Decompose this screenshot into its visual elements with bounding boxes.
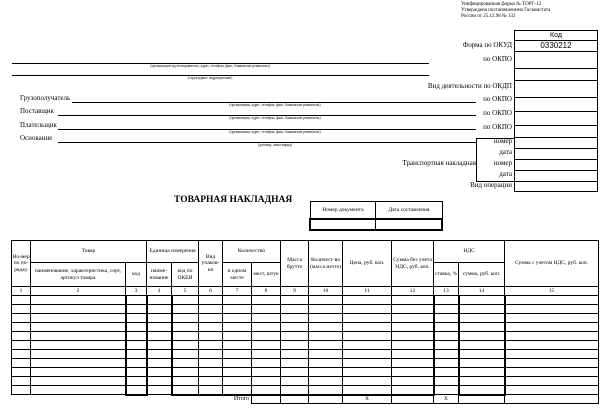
okpo-value-3[interactable] <box>515 98 597 112</box>
table-cell[interactable] <box>223 305 252 314</box>
table-cell[interactable] <box>147 323 172 332</box>
table-cell[interactable] <box>223 314 252 323</box>
table-cell[interactable] <box>505 332 599 341</box>
okpo-value-4[interactable] <box>515 112 597 126</box>
table-cell[interactable] <box>309 350 343 359</box>
table-cell[interactable] <box>12 359 31 368</box>
table-cell[interactable] <box>505 296 599 305</box>
table-cell[interactable] <box>223 377 252 386</box>
form-header <box>461 2 599 20</box>
okpo-value-2[interactable] <box>515 69 597 81</box>
table-cell[interactable] <box>147 314 172 323</box>
table-cell[interactable] <box>459 296 505 305</box>
table-cell[interactable] <box>172 368 199 377</box>
table-cell[interactable] <box>223 296 252 305</box>
table-cell[interactable] <box>172 296 199 305</box>
table-cell[interactable] <box>392 296 434 305</box>
table-cell[interactable] <box>281 350 309 359</box>
table-cell[interactable] <box>31 341 126 350</box>
table-cell[interactable] <box>12 350 31 359</box>
table-cell[interactable] <box>434 296 459 305</box>
table-cell[interactable] <box>392 305 434 314</box>
h-odnom: в одном месте <box>223 263 252 287</box>
table-cell[interactable] <box>309 323 343 332</box>
table-cell[interactable] <box>392 314 434 323</box>
table-cell[interactable] <box>252 323 281 332</box>
table-cell[interactable] <box>223 350 252 359</box>
h-naim: наименование, характеристика, сорт, артикул товара <box>31 263 126 287</box>
table-row <box>12 323 599 332</box>
table-cell[interactable] <box>505 377 599 386</box>
table-cell[interactable] <box>281 359 309 368</box>
form-header-line1: Унифицированная форма № ТОРГ-12 <box>461 2 542 7</box>
table-cell[interactable] <box>223 332 252 341</box>
nomer-header: Номер документа <box>310 202 376 219</box>
table-cell[interactable] <box>252 386 281 395</box>
table-cell[interactable] <box>281 314 309 323</box>
table-cell[interactable] <box>434 305 459 314</box>
label-osnovanie: Основание <box>20 134 53 142</box>
table-cell[interactable] <box>281 386 309 395</box>
table-cell[interactable] <box>434 386 459 395</box>
table-cell[interactable] <box>459 341 505 350</box>
table-cell[interactable] <box>252 350 281 359</box>
label-osnovanie-nomer: номер <box>493 137 512 145</box>
table-cell[interactable] <box>147 332 172 341</box>
label-okpo-5: по ОКПО <box>483 123 512 131</box>
table-cell[interactable] <box>31 350 126 359</box>
table-cell[interactable] <box>199 332 223 341</box>
table-cell[interactable] <box>309 386 343 395</box>
table-cell[interactable] <box>281 368 309 377</box>
nomer-value[interactable] <box>310 219 376 230</box>
table-cell[interactable] <box>459 386 505 395</box>
table-cell[interactable] <box>199 386 223 395</box>
h-kol: Количество <box>223 241 281 263</box>
note-org2: (организация, адрес, телефон, факс, банковские реквизиты) <box>229 103 321 107</box>
table-cell[interactable] <box>12 377 31 386</box>
table-cell[interactable] <box>343 305 392 314</box>
table-cell[interactable] <box>459 368 505 377</box>
table-cell[interactable] <box>434 332 459 341</box>
table-cell[interactable] <box>199 296 223 305</box>
col-num: 4 <box>147 287 172 296</box>
table-row <box>12 350 599 359</box>
h-summa-nds: сумма, руб. коп. <box>459 263 505 287</box>
h-vid: Вид упаков-ки <box>199 241 223 287</box>
table-cell[interactable] <box>434 377 459 386</box>
table-cell[interactable] <box>172 314 199 323</box>
table-cell[interactable] <box>505 386 599 395</box>
table-cell[interactable] <box>126 314 147 323</box>
table-cell[interactable] <box>309 296 343 305</box>
table-cell[interactable] <box>434 323 459 332</box>
document-number-table <box>309 201 443 231</box>
col-num: 3 <box>126 287 147 296</box>
h-ed-naim: наиме-нование <box>147 263 172 287</box>
table-row <box>12 296 599 305</box>
table-cell[interactable] <box>459 305 505 314</box>
goods-table <box>11 240 599 404</box>
table-cell[interactable] <box>12 314 31 323</box>
table-cell[interactable] <box>343 296 392 305</box>
table-cell[interactable] <box>281 341 309 350</box>
table-cell[interactable] <box>31 314 126 323</box>
table-cell[interactable] <box>147 296 172 305</box>
h-nomer: Но-мер по по-рядку <box>12 241 31 287</box>
table-cell[interactable] <box>392 323 434 332</box>
table-cell[interactable] <box>199 323 223 332</box>
okdp-value[interactable] <box>515 81 597 98</box>
table-cell[interactable] <box>392 368 434 377</box>
table-cell[interactable] <box>434 341 459 350</box>
table-cell[interactable] <box>343 350 392 359</box>
col-num: 2 <box>31 287 126 296</box>
h-summa-bez: Сумма без учета НДС, руб. коп. <box>392 241 434 287</box>
table-cell[interactable] <box>147 350 172 359</box>
itogo-kolvo[interactable] <box>309 395 343 404</box>
label-transport-nomer: номер <box>493 159 512 167</box>
table-cell[interactable] <box>505 314 599 323</box>
table-cell[interactable] <box>126 323 147 332</box>
table-cell[interactable] <box>223 359 252 368</box>
table-cell[interactable] <box>459 314 505 323</box>
h-kod: код <box>126 263 147 287</box>
codes-box <box>514 30 598 192</box>
col-num: 10 <box>309 287 343 296</box>
table-cell[interactable] <box>172 359 199 368</box>
table-cell[interactable] <box>281 332 309 341</box>
label-okud: Форма по ОКУД <box>462 41 512 49</box>
label-postavshik: Поставщик <box>20 107 54 115</box>
table-cell[interactable] <box>12 332 31 341</box>
table-row <box>12 305 599 314</box>
h-mest: мест, штук <box>252 263 281 287</box>
itogo-row <box>12 395 599 404</box>
table-cell[interactable] <box>281 305 309 314</box>
itogo-x-stavka: X <box>434 395 459 404</box>
label-okpo-1: по ОКПО <box>483 55 512 63</box>
transport-data[interactable] <box>515 171 597 182</box>
table-cell[interactable] <box>252 377 281 386</box>
table-cell[interactable] <box>172 377 199 386</box>
note-struct: (структурное подразделение) <box>187 76 233 80</box>
okpo-value-5[interactable] <box>515 126 597 138</box>
table-cell[interactable] <box>12 386 31 395</box>
table-row <box>12 341 599 350</box>
table-cell[interactable] <box>459 323 505 332</box>
table-cell[interactable] <box>147 305 172 314</box>
data-header: Дата составления <box>376 202 442 219</box>
table-cell[interactable] <box>309 305 343 314</box>
table-cell[interactable] <box>459 359 505 368</box>
itogo-summa-bez[interactable] <box>392 395 434 404</box>
label-transport: Транспортная накладная <box>402 159 476 167</box>
table-cell[interactable] <box>343 314 392 323</box>
table-cell[interactable] <box>343 368 392 377</box>
table-cell[interactable] <box>172 332 199 341</box>
label-okpo-3: по ОКПО <box>483 95 512 103</box>
transport-nomer[interactable] <box>515 160 597 171</box>
column-numbers-row <box>12 287 599 296</box>
table-cell[interactable] <box>12 341 31 350</box>
table-cell[interactable] <box>126 350 147 359</box>
table-cell[interactable] <box>147 368 172 377</box>
table-cell[interactable] <box>126 341 147 350</box>
table-cell[interactable] <box>126 305 147 314</box>
table-cell[interactable] <box>252 341 281 350</box>
itogo-x-cena: X <box>343 395 392 404</box>
label-transport-data: дата <box>499 170 512 178</box>
table-cell[interactable] <box>309 359 343 368</box>
table-cell[interactable] <box>172 350 199 359</box>
table-row <box>12 314 599 323</box>
col-num: 11 <box>343 287 392 296</box>
table-cell[interactable] <box>199 359 223 368</box>
table-cell[interactable] <box>172 305 199 314</box>
col-num: 7 <box>223 287 252 296</box>
table-row <box>12 377 599 386</box>
label-platelshik: Плательщик <box>20 121 57 129</box>
okud-value[interactable]: 0330212 <box>515 41 597 52</box>
table-cell[interactable] <box>392 350 434 359</box>
table-cell[interactable] <box>505 305 599 314</box>
table-cell[interactable] <box>31 377 126 386</box>
table-cell[interactable] <box>172 323 199 332</box>
table-cell[interactable] <box>505 359 599 368</box>
osnovanie-nomer[interactable] <box>515 138 597 149</box>
h-nds: НДС <box>434 241 505 263</box>
table-row <box>12 386 599 395</box>
h-kolvo: Количест-во (масса нетто) <box>309 241 343 287</box>
table-cell[interactable] <box>343 359 392 368</box>
osnovanie-sidebox <box>476 138 514 182</box>
itogo-mest[interactable] <box>252 395 281 404</box>
table-cell[interactable] <box>392 341 434 350</box>
table-cell[interactable] <box>31 323 126 332</box>
table-cell[interactable] <box>252 332 281 341</box>
table-cell[interactable] <box>199 341 223 350</box>
table-cell[interactable] <box>199 314 223 323</box>
table-cell[interactable] <box>147 377 172 386</box>
table-cell[interactable] <box>199 368 223 377</box>
table-cell[interactable] <box>31 386 126 395</box>
table-cell[interactable] <box>392 377 434 386</box>
table-cell[interactable] <box>459 332 505 341</box>
table-cell[interactable] <box>252 359 281 368</box>
table-cell[interactable] <box>309 377 343 386</box>
table-cell[interactable] <box>434 368 459 377</box>
table-cell[interactable] <box>459 377 505 386</box>
note-org1: (организация-грузоотправитель, адрес, телефон, факс, банковские реквизиты) <box>150 64 270 68</box>
table-cell[interactable] <box>252 296 281 305</box>
table-cell[interactable] <box>223 323 252 332</box>
form-header-line2: Утверждена постановлением Госкомстата <box>461 8 551 13</box>
table-cell[interactable] <box>252 368 281 377</box>
table-cell[interactable] <box>31 368 126 377</box>
table-cell[interactable] <box>392 332 434 341</box>
goods-rows <box>12 296 599 395</box>
table-cell[interactable] <box>281 377 309 386</box>
table-cell[interactable] <box>126 359 147 368</box>
table-cell[interactable] <box>434 350 459 359</box>
table-cell[interactable] <box>281 296 309 305</box>
table-cell[interactable] <box>434 314 459 323</box>
table-cell[interactable] <box>309 332 343 341</box>
table-cell[interactable] <box>126 296 147 305</box>
table-cell[interactable] <box>147 386 172 395</box>
table-cell[interactable] <box>343 386 392 395</box>
label-gruzopoluchatel: Грузополучатель <box>20 94 71 102</box>
table-cell[interactable] <box>505 350 599 359</box>
h-tovar: Товар <box>31 241 147 263</box>
table-cell[interactable] <box>126 386 147 395</box>
note-org4: (организация, адрес, телефон, факс, банковские реквизиты) <box>229 130 321 134</box>
table-cell[interactable] <box>126 368 147 377</box>
table-cell[interactable] <box>126 377 147 386</box>
col-num: 9 <box>281 287 309 296</box>
table-cell[interactable] <box>223 341 252 350</box>
table-row <box>12 368 599 377</box>
form-header-line3: России от 25.12.98 № 132 <box>461 14 516 19</box>
table-cell[interactable] <box>126 332 147 341</box>
vid-operacii-value[interactable] <box>515 182 597 193</box>
table-cell[interactable] <box>252 305 281 314</box>
table-cell[interactable] <box>31 359 126 368</box>
table-row <box>12 332 599 341</box>
note-dogovor: (договор, заказ-наряд) <box>258 143 292 147</box>
table-cell[interactable] <box>12 323 31 332</box>
table-cell[interactable] <box>147 359 172 368</box>
table-cell[interactable] <box>223 386 252 395</box>
table-cell[interactable] <box>309 314 343 323</box>
label-osnovanie-data: дата <box>499 148 512 156</box>
h-okei: код по ОКЕИ <box>172 263 199 287</box>
table-cell[interactable] <box>343 323 392 332</box>
table-cell[interactable] <box>392 386 434 395</box>
col-num: 6 <box>199 287 223 296</box>
table-cell[interactable] <box>12 296 31 305</box>
osnovanie-data[interactable] <box>515 149 597 160</box>
table-cell[interactable] <box>223 368 252 377</box>
label-okdp: Вид деятельности по ОКДП <box>427 82 512 90</box>
col-num: 14 <box>459 287 505 296</box>
table-cell[interactable] <box>505 341 599 350</box>
table-cell[interactable] <box>31 332 126 341</box>
codes-title: Код <box>515 31 597 41</box>
table-cell[interactable] <box>252 314 281 323</box>
itogo-summa-s[interactable] <box>505 395 599 404</box>
table-cell[interactable] <box>199 305 223 314</box>
itogo-label: Итого <box>233 396 250 403</box>
itogo-massa[interactable] <box>281 395 309 404</box>
col-num: 5 <box>172 287 199 296</box>
document-title: ТОВАРНАЯ НАКЛАДНАЯ <box>174 195 293 205</box>
okpo-value-1[interactable] <box>515 52 597 69</box>
h-summa-s: Сумма с учетом НДС, руб. коп. <box>505 241 599 287</box>
label-vid-operacii: Вид операции <box>470 181 512 189</box>
table-cell[interactable] <box>505 323 599 332</box>
table-cell[interactable] <box>343 377 392 386</box>
h-massa: Масса брутто <box>281 241 309 287</box>
table-cell[interactable] <box>434 359 459 368</box>
data-value[interactable] <box>376 219 442 230</box>
table-cell[interactable] <box>12 305 31 314</box>
h-cena: Цена, руб. коп. <box>343 241 392 287</box>
col-num: 13 <box>434 287 459 296</box>
table-cell[interactable] <box>459 350 505 359</box>
table-cell[interactable] <box>309 341 343 350</box>
label-okpo-4: по ОКПО <box>483 109 512 117</box>
table-cell[interactable] <box>343 341 392 350</box>
table-cell[interactable] <box>505 368 599 377</box>
table-cell[interactable] <box>172 341 199 350</box>
table-cell[interactable] <box>199 350 223 359</box>
h-ed: Единица измерения <box>147 241 199 263</box>
table-cell[interactable] <box>343 332 392 341</box>
table-row <box>12 359 599 368</box>
table-cell[interactable] <box>199 377 223 386</box>
col-num: 1 <box>12 287 31 296</box>
table-cell[interactable] <box>172 386 199 395</box>
table-cell[interactable] <box>281 323 309 332</box>
table-cell[interactable] <box>147 341 172 350</box>
table-cell[interactable] <box>12 368 31 377</box>
table-cell[interactable] <box>309 368 343 377</box>
itogo-summa-nds[interactable] <box>459 395 505 404</box>
table-cell[interactable] <box>392 359 434 368</box>
note-org3: (организация, адрес, телефон, факс, банковские реквизиты) <box>229 116 321 120</box>
col-num: 12 <box>392 287 434 296</box>
table-cell[interactable] <box>31 296 126 305</box>
h-stavka: ставка, % <box>434 263 459 287</box>
col-num: 15 <box>505 287 599 296</box>
col-num: 8 <box>252 287 281 296</box>
table-cell[interactable] <box>31 305 126 314</box>
